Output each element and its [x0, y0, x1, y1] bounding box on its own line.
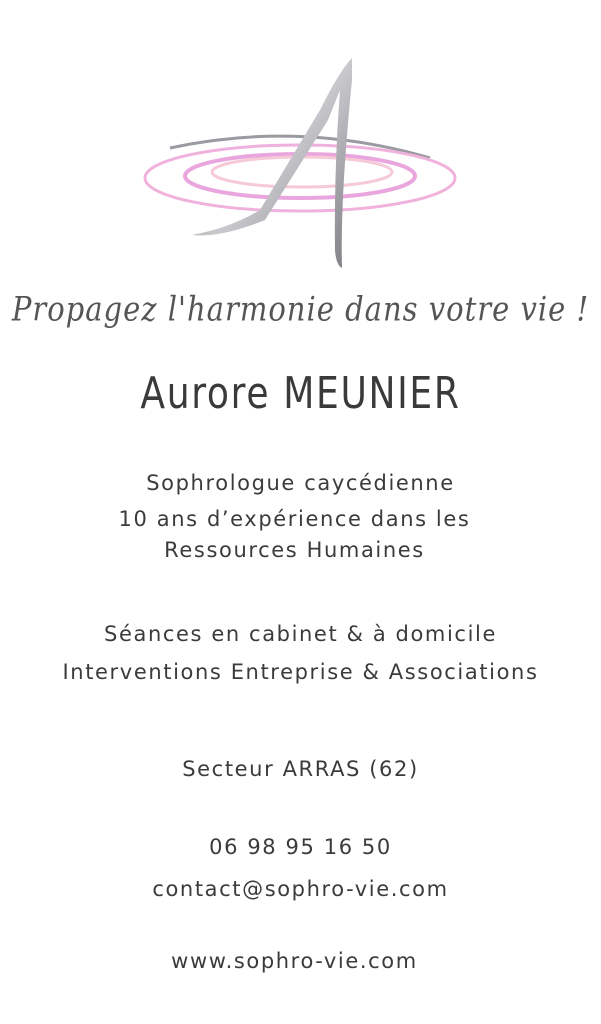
sector: Secteur ARRAS (62) — [182, 757, 419, 781]
person-name: Aurore MEUNIER — [140, 368, 461, 419]
profession-title: Sophrologue caycédienne — [146, 471, 455, 495]
services-line-1: Séances en cabinet & à domicile — [104, 622, 497, 646]
email-link[interactable]: contact@sophro-vie.com — [152, 877, 449, 901]
phone-number[interactable]: 06 98 95 16 50 — [209, 835, 392, 859]
logo-a-with-rings — [130, 50, 470, 275]
experience-line-1: 10 ans d’expérience dans les — [118, 507, 471, 531]
tagline: Propagez l'harmonie dans votre vie ! — [11, 289, 590, 329]
services-line-2: Interventions Entreprise & Associations — [62, 660, 539, 684]
website-link[interactable]: www.sophro-vie.com — [171, 949, 418, 973]
experience-line-2: Ressources Humaines — [164, 538, 425, 562]
